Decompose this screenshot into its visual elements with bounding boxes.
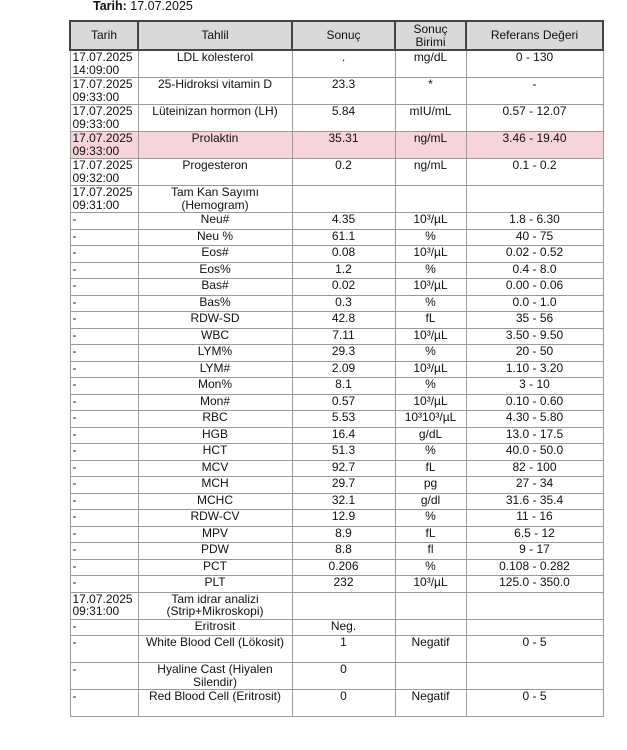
cell-result: 4.35 bbox=[292, 213, 395, 230]
cell-date: - bbox=[70, 526, 138, 543]
cell-unit: % bbox=[395, 444, 466, 461]
cell-unit: ng/mL bbox=[395, 159, 466, 186]
cell-result: 12.9 bbox=[292, 510, 395, 527]
table-row bbox=[70, 262, 603, 279]
cell-unit: 10³10³/µL bbox=[395, 411, 466, 428]
table-row bbox=[70, 345, 603, 362]
cell-result: 0.02 bbox=[292, 279, 395, 296]
cell-date: 17.07.2025 09:31:00 bbox=[70, 186, 138, 213]
cell-reference: 11 - 16 bbox=[466, 510, 603, 527]
cell-reference: 6.5 - 12 bbox=[466, 526, 603, 543]
table-row bbox=[70, 690, 603, 717]
cell-test: Bas% bbox=[138, 295, 292, 312]
cell-reference: 0 - 5 bbox=[466, 636, 603, 663]
table-row bbox=[70, 526, 603, 543]
table-row bbox=[70, 213, 603, 230]
table-row bbox=[70, 361, 603, 378]
cell-reference: 3.50 - 9.50 bbox=[466, 328, 603, 345]
cell-unit: 10³/µL bbox=[395, 576, 466, 593]
cell-result bbox=[292, 186, 395, 213]
cell-reference: 3 - 10 bbox=[466, 378, 603, 395]
cell-date: 17.07.2025 09:32:00 bbox=[70, 159, 138, 186]
cell-reference: 0.108 - 0.282 bbox=[466, 559, 603, 576]
table-row bbox=[70, 543, 603, 560]
cell-unit bbox=[395, 663, 466, 690]
cell-reference: 9 - 17 bbox=[466, 543, 603, 560]
cell-date: - bbox=[70, 663, 138, 690]
cell-unit: 10³/µL bbox=[395, 246, 466, 263]
cell-unit: Negatif bbox=[395, 690, 466, 717]
cell-reference: 0 - 130 bbox=[466, 50, 603, 78]
table-row bbox=[70, 378, 603, 395]
cell-unit: fl bbox=[395, 543, 466, 560]
cell-reference: 0.10 - 0.60 bbox=[466, 394, 603, 411]
cell-unit: fL bbox=[395, 526, 466, 543]
cell-reference: 13.0 - 17.5 bbox=[466, 427, 603, 444]
table-row bbox=[70, 246, 603, 263]
cell-test: Eos% bbox=[138, 262, 292, 279]
report-date bbox=[93, 0, 193, 13]
cell-date: - bbox=[70, 619, 138, 636]
cell-result: 29.7 bbox=[292, 477, 395, 494]
cell-result bbox=[292, 592, 395, 619]
cell-unit: % bbox=[395, 262, 466, 279]
cell-reference: 0.02 - 0.52 bbox=[466, 246, 603, 263]
cell-result: 29.3 bbox=[292, 345, 395, 362]
cell-result: 42.8 bbox=[292, 312, 395, 329]
table-row bbox=[70, 559, 603, 576]
cell-result: 7.11 bbox=[292, 328, 395, 345]
cell-test: MCV bbox=[138, 460, 292, 477]
cell-unit: pg bbox=[395, 477, 466, 494]
cell-result: 51.3 bbox=[292, 444, 395, 461]
cell-result: . bbox=[292, 50, 395, 78]
table-row bbox=[70, 636, 603, 663]
table-row bbox=[70, 295, 603, 312]
cell-date: - bbox=[70, 328, 138, 345]
cell-date: - bbox=[70, 229, 138, 246]
cell-date: - bbox=[70, 213, 138, 230]
cell-unit: % bbox=[395, 229, 466, 246]
cell-date: 17.07.2025 09:33:00 bbox=[70, 132, 138, 159]
cell-result: 2.09 bbox=[292, 361, 395, 378]
table-header-row bbox=[70, 21, 603, 50]
cell-unit: 10³/µL bbox=[395, 361, 466, 378]
cell-date: - bbox=[70, 444, 138, 461]
cell-unit: % bbox=[395, 345, 466, 362]
cell-date: - bbox=[70, 510, 138, 527]
col-header-unit: Sonuç Birimi bbox=[395, 21, 466, 50]
table-row bbox=[70, 50, 603, 78]
cell-date: - bbox=[70, 477, 138, 494]
cell-reference: 0.0 - 1.0 bbox=[466, 295, 603, 312]
date-value: 17.07.2025 bbox=[130, 0, 193, 13]
cell-reference: 40 - 75 bbox=[466, 229, 603, 246]
cell-unit bbox=[395, 186, 466, 213]
table-row bbox=[70, 328, 603, 345]
cell-test: Progesteron bbox=[138, 159, 292, 186]
cell-date: - bbox=[70, 279, 138, 296]
cell-result: 1 bbox=[292, 636, 395, 663]
cell-date: - bbox=[70, 361, 138, 378]
cell-reference: 0.00 - 0.06 bbox=[466, 279, 603, 296]
cell-reference: 31.6 - 35.4 bbox=[466, 493, 603, 510]
cell-result: 23.3 bbox=[292, 78, 395, 105]
cell-test: Neu % bbox=[138, 229, 292, 246]
cell-unit: mg/dL bbox=[395, 50, 466, 78]
cell-date: 17.07.2025 14:09:00 bbox=[70, 50, 138, 78]
cell-test: Eritrosit bbox=[138, 619, 292, 636]
cell-result: 32.1 bbox=[292, 493, 395, 510]
cell-test: Eos# bbox=[138, 246, 292, 263]
table-row bbox=[70, 592, 603, 619]
cell-unit: mIU/mL bbox=[395, 105, 466, 132]
cell-result: 1.2 bbox=[292, 262, 395, 279]
cell-result: 0.2 bbox=[292, 159, 395, 186]
cell-reference: 20 - 50 bbox=[466, 345, 603, 362]
table-row-flagged bbox=[70, 132, 603, 159]
table-row bbox=[70, 427, 603, 444]
cell-test: PLT bbox=[138, 576, 292, 593]
cell-result: 92.7 bbox=[292, 460, 395, 477]
cell-date: 17.07.2025 09:31:00 bbox=[70, 592, 138, 619]
cell-result: 16.4 bbox=[292, 427, 395, 444]
cell-reference bbox=[466, 619, 603, 636]
cell-test: PCT bbox=[138, 559, 292, 576]
cell-date: - bbox=[70, 411, 138, 428]
table-row bbox=[70, 460, 603, 477]
cell-test: Mon% bbox=[138, 378, 292, 395]
cell-test: Tam idrar analizi (Strip+Mikroskopi) bbox=[138, 592, 292, 619]
table-row bbox=[70, 78, 603, 105]
cell-test: MCH bbox=[138, 477, 292, 494]
cell-date: - bbox=[70, 493, 138, 510]
cell-date: 17.07.2025 09:33:00 bbox=[70, 105, 138, 132]
date-label: Tarih: bbox=[93, 0, 127, 13]
cell-result: 0.08 bbox=[292, 246, 395, 263]
cell-date: - bbox=[70, 636, 138, 663]
cell-result: 35.31 bbox=[292, 132, 395, 159]
cell-unit: % bbox=[395, 295, 466, 312]
cell-result: 8.8 bbox=[292, 543, 395, 560]
cell-reference: 1.8 - 6.30 bbox=[466, 213, 603, 230]
cell-unit: g/dl bbox=[395, 493, 466, 510]
cell-test: Red Blood Cell (Eritrosit) bbox=[138, 690, 292, 717]
cell-reference: 0.4 - 8.0 bbox=[466, 262, 603, 279]
table-body bbox=[70, 50, 603, 717]
cell-date: - bbox=[70, 427, 138, 444]
cell-result: 0.3 bbox=[292, 295, 395, 312]
cell-date: - bbox=[70, 460, 138, 477]
cell-test: Lüteinizan hormon (LH) bbox=[138, 105, 292, 132]
cell-test: RBC bbox=[138, 411, 292, 428]
cell-test: RDW-SD bbox=[138, 312, 292, 329]
cell-date: - bbox=[70, 690, 138, 717]
cell-test: Prolaktin bbox=[138, 132, 292, 159]
cell-reference: 35 - 56 bbox=[466, 312, 603, 329]
cell-reference bbox=[466, 592, 603, 619]
cell-reference: 4.30 - 5.80 bbox=[466, 411, 603, 428]
cell-date: - bbox=[70, 394, 138, 411]
cell-test: MCHC bbox=[138, 493, 292, 510]
cell-date: 17.07.2025 09:33:00 bbox=[70, 78, 138, 105]
cell-test: Neu# bbox=[138, 213, 292, 230]
cell-result: 232 bbox=[292, 576, 395, 593]
cell-result: 5.84 bbox=[292, 105, 395, 132]
cell-reference: 0.57 - 12.07 bbox=[466, 105, 603, 132]
cell-test: PDW bbox=[138, 543, 292, 560]
col-header-result: Sonuç bbox=[292, 21, 395, 50]
cell-unit: Negatif bbox=[395, 636, 466, 663]
cell-unit: fL bbox=[395, 312, 466, 329]
cell-unit: % bbox=[395, 510, 466, 527]
cell-test: Hyaline Cast (Hiyalen Silendir) bbox=[138, 663, 292, 690]
table-row bbox=[70, 394, 603, 411]
cell-test: Mon# bbox=[138, 394, 292, 411]
table-row bbox=[70, 576, 603, 593]
cell-result: 8.1 bbox=[292, 378, 395, 395]
cell-test: HGB bbox=[138, 427, 292, 444]
table-row bbox=[70, 279, 603, 296]
cell-result: 0.206 bbox=[292, 559, 395, 576]
cell-unit: g/dL bbox=[395, 427, 466, 444]
cell-test: WBC bbox=[138, 328, 292, 345]
cell-date: - bbox=[70, 378, 138, 395]
cell-reference: - bbox=[466, 78, 603, 105]
table-row bbox=[70, 312, 603, 329]
cell-unit: 10³/µL bbox=[395, 213, 466, 230]
col-header-test: Tahlil bbox=[138, 21, 292, 50]
cell-test: RDW-CV bbox=[138, 510, 292, 527]
table-row bbox=[70, 493, 603, 510]
cell-result: 0 bbox=[292, 663, 395, 690]
cell-test: MPV bbox=[138, 526, 292, 543]
cell-test: LYM# bbox=[138, 361, 292, 378]
cell-reference bbox=[466, 663, 603, 690]
table-row bbox=[70, 186, 603, 213]
cell-test: HCT bbox=[138, 444, 292, 461]
cell-result: 61.1 bbox=[292, 229, 395, 246]
cell-reference: 125.0 - 350.0 bbox=[466, 576, 603, 593]
table-row bbox=[70, 159, 603, 186]
table-row bbox=[70, 510, 603, 527]
cell-result: 8.9 bbox=[292, 526, 395, 543]
cell-reference: 0 - 5 bbox=[466, 690, 603, 717]
cell-unit: fL bbox=[395, 460, 466, 477]
cell-test: LYM% bbox=[138, 345, 292, 362]
cell-reference: 1.10 - 3.20 bbox=[466, 361, 603, 378]
cell-test: LDL kolesterol bbox=[138, 50, 292, 78]
cell-date: - bbox=[70, 262, 138, 279]
cell-date: - bbox=[70, 576, 138, 593]
table-row bbox=[70, 229, 603, 246]
cell-reference: 40.0 - 50.0 bbox=[466, 444, 603, 461]
cell-unit: 10³/µL bbox=[395, 328, 466, 345]
cell-result: 0 bbox=[292, 690, 395, 717]
cell-unit: * bbox=[395, 78, 466, 105]
cell-result: Neg. bbox=[292, 619, 395, 636]
cell-reference: 82 - 100 bbox=[466, 460, 603, 477]
lab-results-table bbox=[69, 20, 604, 717]
cell-reference bbox=[466, 186, 603, 213]
cell-date: - bbox=[70, 295, 138, 312]
cell-unit: % bbox=[395, 559, 466, 576]
cell-reference: 0.1 - 0.2 bbox=[466, 159, 603, 186]
table-row bbox=[70, 477, 603, 494]
cell-date: - bbox=[70, 559, 138, 576]
col-header-date: Tarih bbox=[70, 21, 138, 50]
cell-test: Bas# bbox=[138, 279, 292, 296]
cell-unit bbox=[395, 619, 466, 636]
cell-test: Tam Kan Sayımı (Hemogram) bbox=[138, 186, 292, 213]
cell-unit: ng/mL bbox=[395, 132, 466, 159]
cell-reference: 3.46 - 19.40 bbox=[466, 132, 603, 159]
cell-date: - bbox=[70, 246, 138, 263]
table-row bbox=[70, 411, 603, 428]
cell-result: 0.57 bbox=[292, 394, 395, 411]
table-row bbox=[70, 619, 603, 636]
cell-test: White Blood Cell (Lökosit) bbox=[138, 636, 292, 663]
cell-unit: 10³/µL bbox=[395, 394, 466, 411]
cell-unit bbox=[395, 592, 466, 619]
table-row bbox=[70, 105, 603, 132]
cell-date: - bbox=[70, 312, 138, 329]
col-header-reference: Referans Değeri bbox=[466, 21, 603, 50]
cell-result: 5.53 bbox=[292, 411, 395, 428]
cell-date: - bbox=[70, 543, 138, 560]
cell-unit: % bbox=[395, 378, 466, 395]
cell-test: 25-Hidroksi vitamin D bbox=[138, 78, 292, 105]
cell-unit: 10³/µL bbox=[395, 279, 466, 296]
table-row bbox=[70, 663, 603, 690]
table-row bbox=[70, 444, 603, 461]
cell-reference: 27 - 34 bbox=[466, 477, 603, 494]
cell-date: - bbox=[70, 345, 138, 362]
